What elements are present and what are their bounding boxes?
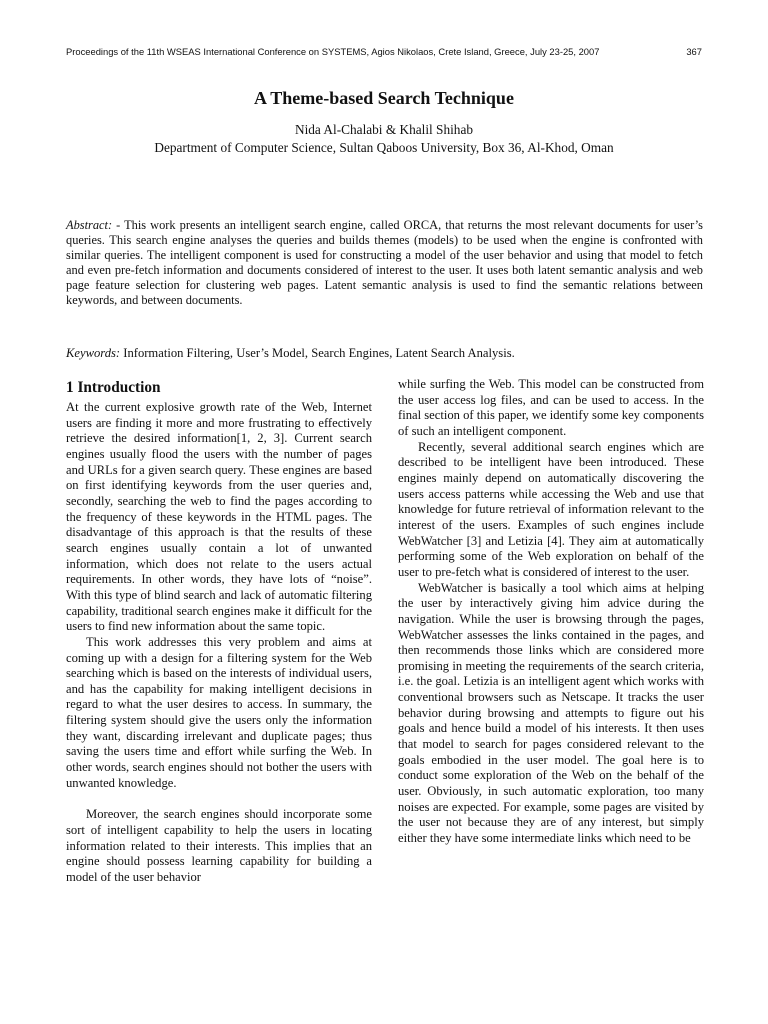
conference-line: Proceedings of the 11th WSEAS International Conference on SYSTEMS, Agios Nikolaos, Crete Island, Greece, July 23-25, 2007 xyxy=(66,46,600,57)
abstract-text: - This work presents an intelligent search engine, called ORCA, that returns the most relevant documents for user’s queries. This search engine analyses the queries and builds themes (models) to be used when the engine is confronted with similar queries. The intelligent component is used for constructing a model of the user behavior and using that model to fetch and even pre-fetch information and documents considered of interest to the user. It uses both latent semantic analysis and web page feature selection for clustering web pages. Latent semantic analysis is used to find the semantic relations between keywords, and between documents. xyxy=(66,218,703,308)
paper-title: A Theme-based Search Technique xyxy=(254,88,514,108)
section-heading: 1 Introduction xyxy=(66,379,161,396)
abstract xyxy=(66,218,703,309)
running-head xyxy=(66,46,702,57)
paragraph: while surfing the Web. This model can be constructed from the user access log files, and can be used to access. In the final section of this paper, we identify some key components of such an intelligent component. xyxy=(398,377,704,438)
paragraph: This work addresses this very problem and aims at coming up with a design for a filtering system for the Web searching which is based on the interests of individual users, and has the capability for making intelligent decisions in regard to what the user desires to access. In summary, the filtering system should give the users only the information they want, discarding irrelevant and duplicate pages; thus saving the users time and effort while surfing the Web. In other words, search engines should not bother the users with unwanted knowledge. xyxy=(66,634,372,790)
keywords-text: Information Filtering, User’s Model, Search Engines, Latent Search Analysis. xyxy=(120,346,515,360)
author-affiliation: Department of Computer Science, Sultan Qaboos University, Box 36, Al-Khod, Oman xyxy=(154,140,614,155)
keywords xyxy=(66,345,703,361)
paragraph: Recently, several additional search engines which are described to be intelligent have been introduced. These engines mainly depend on automatically discovering the users access patterns while accessing the Web and use that knowledge for future retrieval of information relevant to the interest of the users. Examples of such engines include WebWatcher [3] and Letizia [4]. They aim at automatically performing some of the Web exploration on behalf of the user to pre-fetch what is considered of interest to the user. xyxy=(398,439,704,579)
abstract-label: Abstract: xyxy=(66,218,113,232)
paragraph: Moreover, the search engines should incorporate some sort of intelligent capability to help the users in locating information related to their interests. This implies that an engine should possess learning capability for building a model of the user behavior xyxy=(66,807,372,885)
paragraph: At the current explosive growth rate of the Web, Internet users are finding it more and more frustrating to effectively retrieve the desired information[1, 2, 3]. Current search engines usually flood the users with the number of pages and URLs for a given search query. These engines are based on first identifying keywords from the user queries and, secondly, searching the web to find the pages according to the frequency of these keywords in the HTML pages. The disadvantage of this approach is that the results of these search engines usually contain a lot of unwanted information, which does not relate to the users actual requirements. In other words, they have lots of “noise”. With this type of blind search and lack of automatic filtering capability, traditional search engines make it difficult for the users to find new information about the same topic. xyxy=(66,400,372,634)
left-column xyxy=(66,378,372,886)
keywords-label: Keywords: xyxy=(66,346,121,360)
page-number: 367 xyxy=(686,46,702,57)
author-names: Nida Al-Chalabi & Khalil Shihab xyxy=(294,122,473,137)
right-column xyxy=(398,377,704,847)
paragraph: WebWatcher is basically a tool which aims at helping the user by interactively giving him advice during the navigation. While the user is browsing through the pages, WebWatcher assesses the links contained in the pages, and then recommends those links which are considered more promising in meeting the requirements of the search criteria, i.e. the goal. Letizia is an intelligent agent which works with conventional browsers such as Netscape. It tracks the user behavior during browsing and attempts to figure out his goals and hence build a model of his interests. It then uses that model to search for pages considered relevant to the goals embodied in the user model. The goal here is to conduct some exploration of the Web on the behalf of the user. Obviously, in such automatic exploration, too many noises are expected. For example, some pages are visited by the user not because they are of any interest, but simply either they have some intermediate links which need to be xyxy=(398,580,704,846)
